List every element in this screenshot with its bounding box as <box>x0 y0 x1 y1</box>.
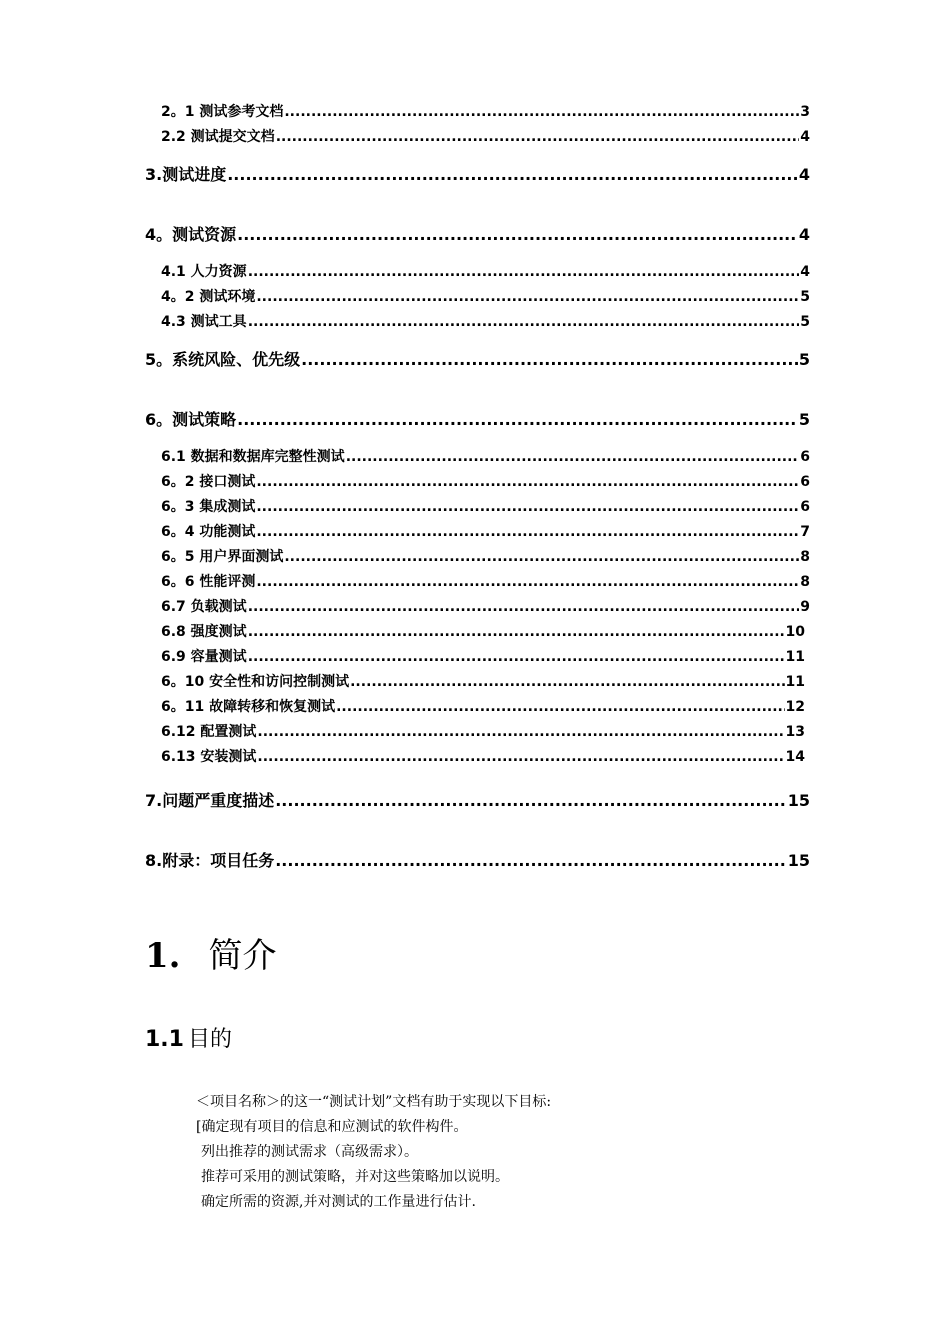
toc-leader-dots <box>248 645 785 670</box>
toc-entry-6-12[interactable] <box>145 720 810 745</box>
paragraph-line: 列出推荐的测试需求（高级需求）。 <box>201 1144 418 1160</box>
toc-leader-dots <box>256 570 799 595</box>
toc-entry-2-1[interactable] <box>145 100 810 125</box>
toc-entry-page: 9 <box>800 599 810 615</box>
toc-leader-dots <box>284 545 799 570</box>
toc-entry-6-4[interactable] <box>145 520 810 545</box>
toc-leader-dots <box>276 125 800 150</box>
toc-leader-dots <box>284 100 799 125</box>
toc-entry-title: 6。6 性能评测 <box>161 574 256 590</box>
toc-entry-page: 7 <box>800 524 810 540</box>
toc-entry-title: 6.13 安装测试 <box>161 749 257 765</box>
toc-entry-title: 6.1 数据和数据库完整性测试 <box>161 449 345 465</box>
toc-entry-page: 14 <box>785 749 805 765</box>
heading-number: 1.1 <box>145 1027 184 1052</box>
heading-text: 简介 <box>208 936 277 976</box>
toc-entry-title: 6.12 配置测试 <box>161 724 257 740</box>
toc-entry-page: 8 <box>800 549 810 565</box>
toc-entry-title: 6.8 强度测试 <box>161 624 247 640</box>
toc-entry-page: 13 <box>785 724 805 740</box>
toc-entry-title: 4.3 测试工具 <box>161 314 247 330</box>
toc-leader-dots <box>248 595 800 620</box>
toc-entry-8[interactable] <box>145 850 810 872</box>
toc-entry-page: 8 <box>800 574 810 590</box>
toc-entry-6-2[interactable] <box>145 470 810 495</box>
toc-entry-5[interactable] <box>145 349 810 371</box>
toc-leader-dots <box>301 349 798 371</box>
toc-entry-page: 15 <box>787 851 810 870</box>
toc-entry-title: 8.附录：项目任务 <box>145 851 275 870</box>
toc-leader-dots <box>346 445 800 470</box>
toc-entry-page: 4 <box>798 225 810 244</box>
toc-leader-dots <box>256 520 799 545</box>
toc-entry-6-9[interactable] <box>145 645 810 670</box>
toc-entry-title: 6。4 功能测试 <box>161 524 256 540</box>
toc-entry-page: 15 <box>787 791 810 810</box>
toc-entry-page: 6 <box>800 474 810 490</box>
toc-entry-page: 4 <box>800 264 810 280</box>
toc-entry-page: 10 <box>785 624 805 640</box>
heading-text: 目的 <box>187 1027 232 1052</box>
purpose-body <box>196 1090 551 1215</box>
toc-entry-title: 7.问题严重度描述 <box>145 791 275 810</box>
toc-entry-page: 4 <box>798 165 810 184</box>
toc-entry-title: 6。5 用户界面测试 <box>161 549 284 565</box>
toc-leader-dots <box>350 670 784 695</box>
toc-leader-dots <box>227 164 798 186</box>
toc-entry-4-1[interactable] <box>145 260 810 285</box>
toc-leader-dots <box>336 695 784 720</box>
paragraph-line: 确定所需的资源,并对测试的工作量进行估计. <box>201 1194 476 1210</box>
paragraph-line: [确定现有项目的信息和应测试的软件构件。 <box>196 1119 468 1135</box>
toc-entry-6-8[interactable] <box>145 620 810 645</box>
toc-entry-page: 4 <box>800 129 810 145</box>
toc-entry-title: 4。2 测试环境 <box>161 289 256 305</box>
toc-entry-page: 12 <box>785 699 805 715</box>
toc-entry-page: 5 <box>800 289 810 305</box>
toc-entry-page: 3 <box>800 104 810 120</box>
toc-entry-6-1[interactable] <box>145 445 810 470</box>
toc-entry-2-2[interactable] <box>145 125 810 150</box>
toc-entry-page: 6 <box>800 449 810 465</box>
toc-entry-6-5[interactable] <box>145 545 810 570</box>
toc-entry-title: 6.7 负载测试 <box>161 599 247 615</box>
toc-entry-7[interactable] <box>145 790 810 812</box>
toc-leader-dots <box>237 224 798 246</box>
toc-leader-dots <box>256 285 799 310</box>
toc-entry-6-6[interactable] <box>145 570 810 595</box>
toc-entry-6[interactable] <box>145 409 810 431</box>
toc-entry-title: 6。10 安全性和访问控制测试 <box>161 674 350 690</box>
toc-entry-4-3[interactable] <box>145 310 810 335</box>
toc-entry-3[interactable] <box>145 164 810 186</box>
toc-entry-6-10[interactable] <box>145 670 810 695</box>
toc-entry-4-2[interactable] <box>145 285 810 310</box>
toc-entry-page: 11 <box>785 649 805 665</box>
toc-entry-page: 11 <box>785 674 805 690</box>
toc-entry-title: 6。11 故障转移和恢复测试 <box>161 699 336 715</box>
toc-entry-page: 5 <box>798 350 810 369</box>
toc-entry-title: 6。3 集成测试 <box>161 499 256 515</box>
toc-entry-6-13[interactable] <box>145 745 810 770</box>
toc-entry-title: 6。测试策略 <box>145 410 237 429</box>
toc-entry-page: 5 <box>800 314 810 330</box>
toc-entry-title: 3.测试进度 <box>145 165 227 184</box>
toc-entry-title: 6.9 容量测试 <box>161 649 247 665</box>
toc-entry-title: 6。2 接口测试 <box>161 474 256 490</box>
toc-leader-dots <box>237 409 798 431</box>
section-heading-1 <box>145 928 277 977</box>
heading-number: 1. <box>145 936 181 976</box>
toc-leader-dots <box>256 470 799 495</box>
paragraph-line: 推荐可采用的测试策略，并对这些策略加以说明。 <box>201 1169 509 1185</box>
toc-leader-dots <box>248 620 785 645</box>
toc-entry-6-7[interactable] <box>145 595 810 620</box>
toc-entry-title: 2.2 测试提交文档 <box>161 129 275 145</box>
toc-leader-dots <box>275 790 787 812</box>
toc-leader-dots <box>275 850 787 872</box>
toc-leader-dots <box>248 260 800 285</box>
toc-entry-title: 5。系统风险、优先级 <box>145 350 301 369</box>
toc-entry-6-11[interactable] <box>145 695 810 720</box>
toc-leader-dots <box>248 310 800 335</box>
toc-entry-title: 2。1 测试参考文档 <box>161 104 284 120</box>
table-of-contents <box>145 100 810 872</box>
toc-leader-dots <box>256 495 799 520</box>
section-heading-1-1 <box>145 1022 232 1053</box>
toc-entry-4[interactable] <box>145 224 810 246</box>
toc-entry-page: 5 <box>798 410 810 429</box>
toc-leader-dots <box>257 720 784 745</box>
paragraph-line: ＜项目名称＞的这一“测试计划”文档有助于实现以下目标: <box>196 1094 552 1110</box>
toc-entry-title: 4.1 人力资源 <box>161 264 247 280</box>
toc-entry-6-3[interactable] <box>145 495 810 520</box>
toc-entry-title: 4。测试资源 <box>145 225 237 244</box>
toc-leader-dots <box>257 745 784 770</box>
toc-entry-page: 6 <box>800 499 810 515</box>
